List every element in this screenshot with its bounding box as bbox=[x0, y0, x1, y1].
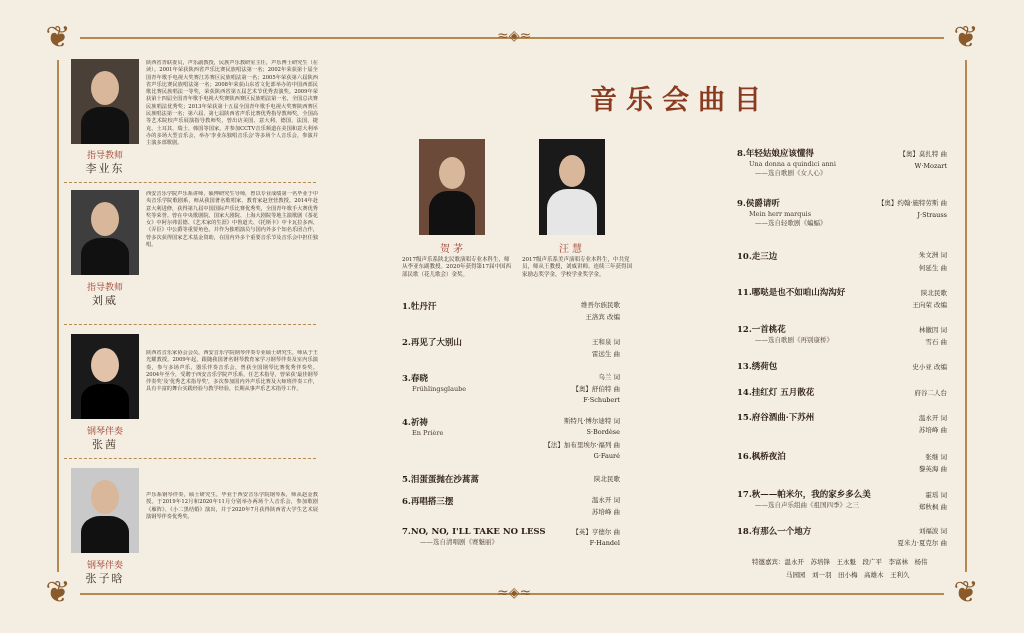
left-border-line bbox=[57, 60, 59, 572]
program-number: 6. bbox=[402, 497, 411, 507]
program-title: 泪蛋蛋抛在沙蒿蒿 bbox=[410, 475, 479, 485]
program-credit: G·Fauré bbox=[593, 452, 620, 460]
program-credit: 王向荣 改编 bbox=[912, 301, 947, 309]
program-title: 祈祷 bbox=[410, 418, 428, 428]
program-credit: 【奥】舒伯特 曲 bbox=[572, 385, 620, 393]
guests-line: 温永开 苏培锋 王永魁 段广平 李富林 杨伟 bbox=[784, 558, 928, 566]
program-number: 13. bbox=[737, 362, 752, 372]
program-subtitle: ——选自歌剧《女人心》 bbox=[755, 169, 827, 177]
corner-ornament-icon: ❦ bbox=[45, 575, 71, 610]
faculty-role: 钢琴伴奏 bbox=[86, 561, 123, 571]
faculty-bio: 陕西省音乐家协会会员，西安音乐学院钢琴伴奏专业硕士研究生，师从于王光耀教授。2009年起，跟随我国著名钢琴教育家学习钢琴伴奏及室内乐演奏，参与多场声乐、器乐伴奏音乐会，曾获全国钢琴比赛优秀伴奏奖。2004年至今，受聘于西安音乐学院声乐系，任艺术指导，曾荣获'最佳钢琴伴奏奖'及'优秀艺术指导奖'，多次参加国内外声乐比赛及大师班伴奏工作，具有丰富的舞台实践经验与教学经验，长期从事声乐艺术指导工作。 bbox=[146, 350, 318, 393]
program-title: 哪哒是也不如咱山沟沟好 bbox=[751, 288, 846, 298]
faculty-photo bbox=[71, 468, 139, 553]
performer-bio: 2017级声乐系美声演唱专业本科生，中共党员，师从王教授，刘威讲师。连续三年获得国家励志奖学金，学校学业奖学金。 bbox=[522, 257, 633, 278]
performer-name: 汪慧 bbox=[559, 244, 585, 255]
program-subtitle: Una donna a quindici anni bbox=[749, 160, 836, 168]
faculty-photo bbox=[71, 59, 139, 144]
program-number: 4. bbox=[402, 418, 411, 428]
program-credit: 温永开 词 bbox=[591, 496, 620, 504]
program-number: 8. bbox=[737, 149, 746, 159]
corner-ornament-icon: ❦ bbox=[953, 575, 979, 610]
program-credit: 史小亚 改编 bbox=[912, 363, 947, 371]
program-credit: 刘福波 词 bbox=[918, 527, 947, 535]
program-number: 5. bbox=[402, 475, 411, 485]
program-credit: 雪石 曲 bbox=[925, 338, 947, 346]
performer-bio: 2017级声乐系陕北民歌演唱专业本科生，师从李亚东副教授。2020年获得第17届中国西部民歌（花儿歌会）金奖。 bbox=[402, 257, 511, 278]
program-subtitle: En Prière bbox=[412, 429, 444, 437]
center-ornament-icon: ≈◈≈ bbox=[497, 585, 532, 601]
divider bbox=[64, 324, 316, 325]
program-title: 府谷酒曲·下苏州 bbox=[751, 413, 815, 423]
program-number: 3. bbox=[402, 374, 411, 384]
program-credit: 【法】加布里埃尔·福列 曲 bbox=[544, 441, 620, 449]
program-subtitle: ——选自轻歌剧《蝙蝠》 bbox=[755, 219, 827, 227]
program-credit: 斯特凡·博尔迪特 词 bbox=[563, 417, 620, 425]
program-number: 11. bbox=[737, 288, 752, 298]
performer-name: 贺茅 bbox=[440, 244, 466, 255]
program-credit: 维吾尔族民歌 bbox=[581, 301, 620, 309]
faculty-role: 指导教师 bbox=[86, 151, 123, 161]
corner-ornament-icon: ❦ bbox=[45, 20, 71, 55]
program-number: 16. bbox=[737, 452, 752, 462]
faculty-name: 李业东 bbox=[85, 162, 125, 175]
program-credit: 王洛宾 改编 bbox=[585, 313, 620, 321]
program-credit: 林徽因 词 bbox=[918, 326, 947, 334]
performer-photo bbox=[419, 139, 485, 235]
program-credit: 黎英海 曲 bbox=[918, 465, 947, 473]
program-credit: 【英】亨德尔 曲 bbox=[572, 528, 620, 536]
program-title: 挂红灯 五月散花 bbox=[751, 388, 815, 398]
program-credit: 乌兰 词 bbox=[598, 373, 620, 381]
program-number: 17. bbox=[737, 490, 752, 500]
divider bbox=[64, 458, 316, 459]
right-border-line bbox=[965, 60, 967, 572]
faculty-name: 刘威 bbox=[92, 294, 118, 307]
program-number: 10. bbox=[737, 252, 752, 262]
divider bbox=[64, 182, 316, 183]
program-title: 年轻姑娘应该懂得 bbox=[745, 149, 814, 159]
faculty-name: 张子晗 bbox=[85, 572, 125, 585]
program-title: 走三边 bbox=[751, 252, 778, 262]
program-credit: 【奥】约翰·施特劳斯 曲 bbox=[877, 199, 947, 207]
program-credit: 张继 词 bbox=[925, 453, 947, 461]
program-credit: 王和泉 词 bbox=[591, 338, 620, 346]
faculty-photo bbox=[71, 334, 139, 419]
program-subtitle: Mein herr marquis bbox=[749, 210, 812, 218]
program-credit: 郑秋枫 曲 bbox=[918, 503, 947, 511]
corner-ornament-icon: ❦ bbox=[953, 20, 979, 55]
program-number: 15. bbox=[737, 413, 752, 423]
program-credit: 何延生 曲 bbox=[918, 264, 947, 272]
program-title: 枫桥夜泊 bbox=[751, 452, 786, 462]
program-title: 一首桃花 bbox=[751, 325, 786, 335]
program-credit: F·Handel bbox=[589, 539, 620, 547]
program-credit: 温永开 词 bbox=[918, 414, 947, 422]
program-credit: 府谷二人台 bbox=[914, 389, 947, 397]
program-subtitle: ——选自清唱剧《赛魅丽》 bbox=[420, 538, 498, 546]
faculty-role: 指导教师 bbox=[86, 283, 123, 293]
faculty-role: 钢琴伴奏 bbox=[86, 427, 123, 437]
program-title: 再唱搭三摆 bbox=[410, 497, 454, 507]
guests-block bbox=[752, 557, 928, 566]
program-title: 侯爵请听 bbox=[745, 199, 780, 209]
program-credit: 【奥】莫扎特 曲 bbox=[899, 150, 947, 158]
program-title: 绣荷包 bbox=[751, 362, 778, 372]
program-number: 12. bbox=[737, 325, 752, 335]
faculty-bio: 陕西省青联委员，声乐副教授，民族声乐教研室主任，声乐博士研究生（在读）。2001年荣获陕西省声乐比赛民族唱法第一名；2002年荣获第十届全国青年歌手电视大奖赛江苏赛区民族唱法第一名；2005年荣获第六届陕西省声乐比赛民族唱法第一名；2008年荣获山东省文化部举办的中国西部民歌比赛民族唱法一等奖，荣获陕西省第五届艺术节优秀表演奖。2009年荣获第十四届全国青年歌手电视大奖赛陕西赛区民族唱法第一名，全国总决赛民族唱法优秀奖；2013年荣获第十五届全国青年歌手电视大奖赛陕西赛区民族唱法第一名；第六届、第七届陕西省声乐比赛优秀指导教师奖，全国高等艺术院校声乐展演指导教师奖，曾出访美国、意大利、德国、法国、捷克、土耳其、瑞士、韩国等国家。并参加CCTV音乐频道在美国和意大利举办的多场大型音乐会，举办'李业东独唱音乐会'等多场个人音乐会，参演并主演多部歌剧。 bbox=[146, 60, 318, 147]
program-credit: 雷远生 曲 bbox=[591, 350, 620, 358]
program-number: 7. bbox=[402, 527, 411, 537]
program-number: 1. bbox=[402, 302, 411, 312]
faculty-bio: 西安音乐学院声乐系讲师，硕博研究生导师，曾以专业成绩第一名毕业于中央音乐学院歌剧系，师从我国著名歌唱家、教育家赵登营教授。2014年赴意大利进修，获得第九届中国国际声乐比赛优秀奖，全国青年歌手大赛优秀奖等荣誉。曾在中央歌剧院、国家大剧院、上海大剧院等地主演歌剧《茶花女》中阿尔弗雷德、《艺术家的生涯》中鲁道夫、《托斯卡》中卡瓦拉多西、《弄臣》中公爵等重要角色，并作为独唱演员与国内外多个知名乐团合作，曾多次获得国家艺术基金资助，在国内外多个重要音乐节及音乐会中担任独唱。 bbox=[146, 191, 318, 249]
program-credit: 夏米力·夏克尔 曲 bbox=[897, 539, 947, 547]
program-number: 9. bbox=[737, 199, 746, 209]
guests-line: 马园园 刘一羽 田小梅 高雄木 王利久 bbox=[786, 571, 910, 579]
program-number: 14. bbox=[737, 388, 752, 398]
program-credit: 朱文洲 词 bbox=[918, 251, 947, 259]
program-title: 有那么一个地方 bbox=[751, 527, 812, 537]
program-credit: 苏培峰 曲 bbox=[591, 508, 620, 516]
performer-photo bbox=[539, 139, 605, 235]
program-title: 春晓 bbox=[410, 374, 428, 384]
program-title: NO, NO, I'LL TAKE NO LESS bbox=[410, 527, 546, 537]
program-credit: W·Mozart bbox=[914, 162, 947, 170]
faculty-name: 张茜 bbox=[92, 438, 118, 451]
program-credit: 陕北民歌 bbox=[594, 475, 620, 483]
program-subtitle: ——选自声乐组曲《祖国四季》之三 bbox=[755, 501, 859, 509]
faculty-bio: 声乐系钢琴伴奏，硕士研究生，毕业于西安音乐学院钢琴系，师从赵金教授。于2019年12月和2020年11月分别举办两场个人音乐会，参加歌剧《雁阵》、《小二黑结婚》演出，并于2020年7月获得陕西省大学生艺术展演钢琴伴奏优秀奖。 bbox=[146, 492, 318, 520]
program-credit: 陕北民歌 bbox=[921, 289, 947, 297]
center-ornament-icon: ≈◈≈ bbox=[497, 28, 532, 44]
faculty-photo bbox=[71, 190, 139, 275]
program-credit: J·Strauss bbox=[917, 211, 947, 219]
program-title: 秋——帕米尔，我的家乡多么美 bbox=[751, 490, 871, 500]
program-credit: F·Schubert bbox=[583, 396, 620, 404]
page-title: 音乐会曲目 bbox=[590, 85, 770, 116]
program-number: 18. bbox=[737, 527, 752, 537]
program-title: 牡丹汗 bbox=[410, 302, 437, 312]
program-credit: 霍瑶 词 bbox=[925, 491, 947, 499]
program-credit: 苏培峰 曲 bbox=[918, 426, 947, 434]
program-credit: S·Bordèse bbox=[586, 428, 620, 436]
program-subtitle: Frühlingsglaube bbox=[412, 385, 467, 393]
program-subtitle: ——选自歌剧《再别康桥》 bbox=[755, 336, 833, 344]
guests-label: 特邀嘉宾： bbox=[752, 558, 785, 566]
program-title: 再见了大别山 bbox=[410, 338, 462, 348]
program-number: 2. bbox=[402, 338, 411, 348]
